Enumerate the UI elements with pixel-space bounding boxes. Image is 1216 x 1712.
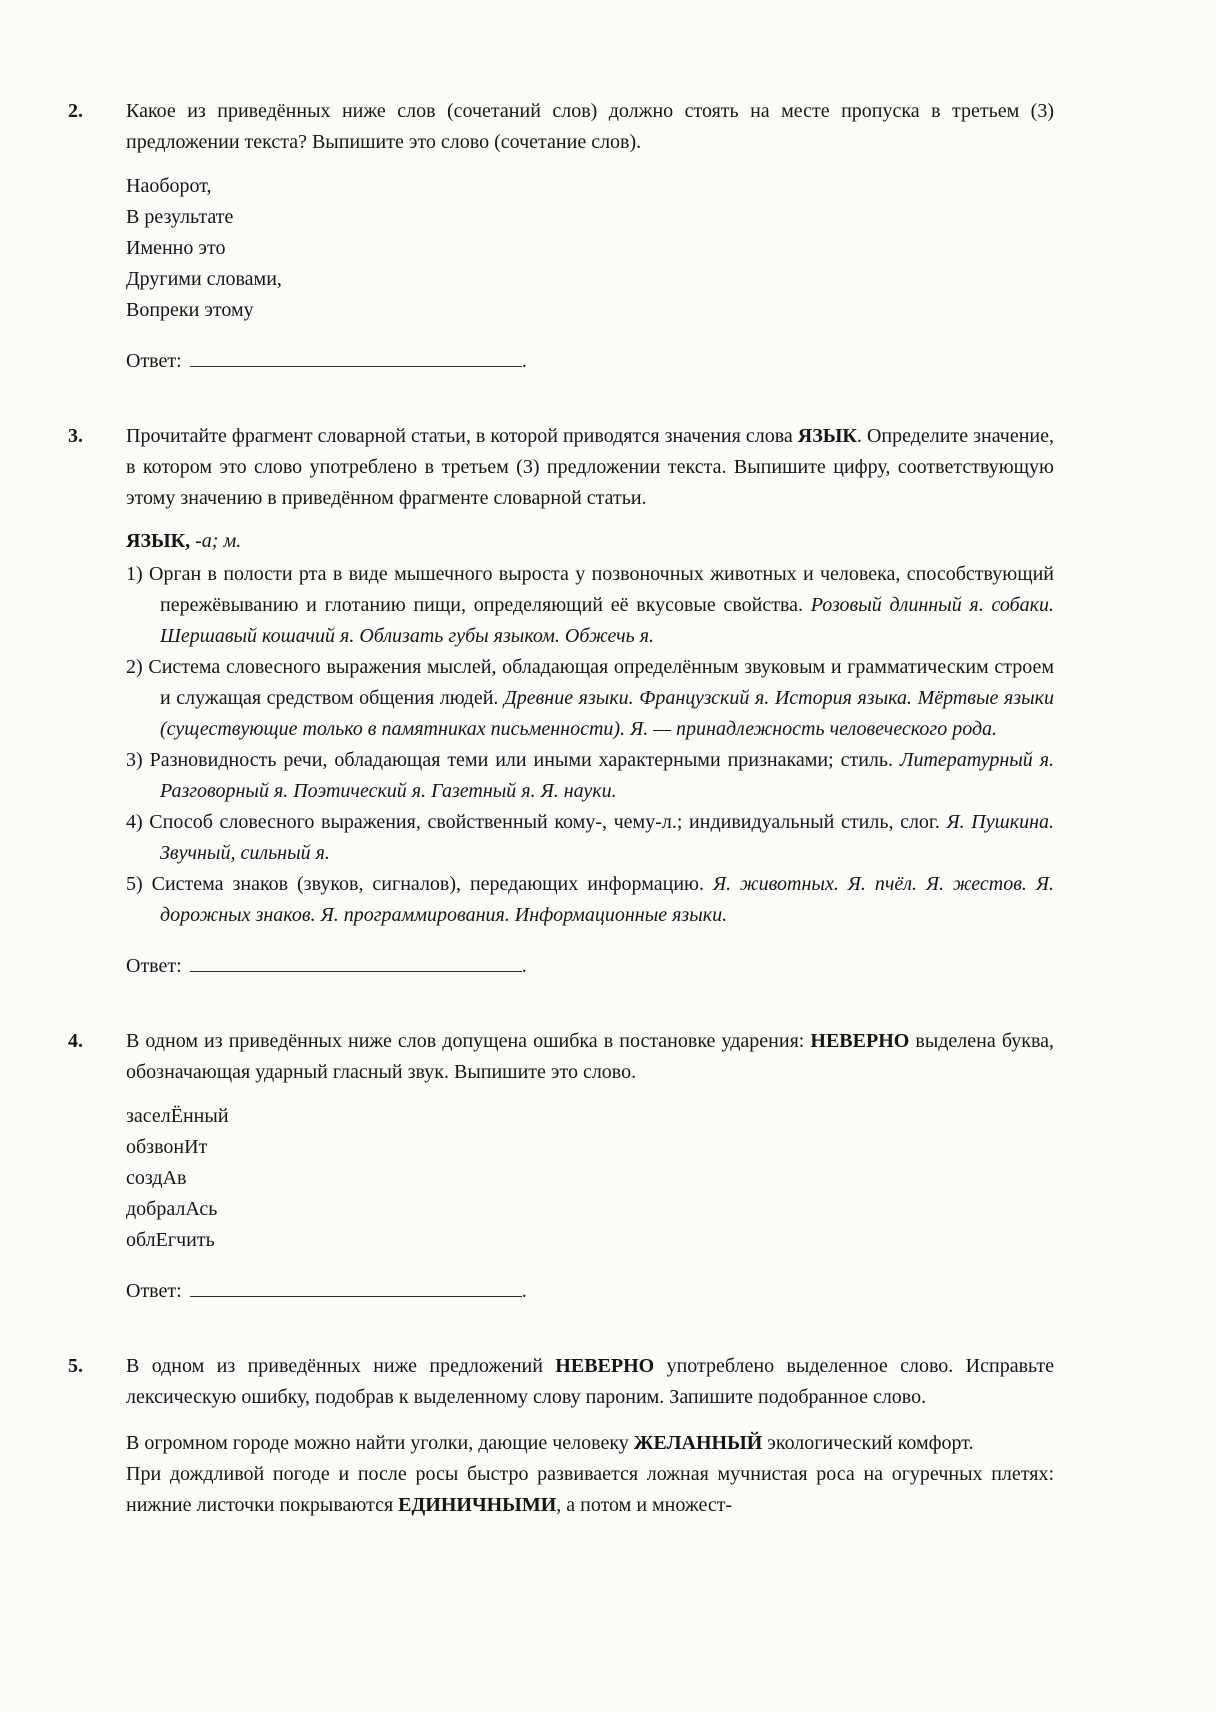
sense-number: 4) <box>126 811 143 833</box>
answer-blank <box>190 1278 522 1297</box>
sense-definition: Система словесного выражения мыслей, обладающая определённым звуковым и грамматическим строем и служащая средством общения людей. <box>142 656 1054 709</box>
sense-examples: Розовый длинный я. собаки. Шершавый кошачий я. Облизать губы языком. Обжечь я. <box>160 594 1054 647</box>
answer-period: . <box>521 1280 527 1302</box>
question-3-prompt <box>126 421 1054 514</box>
sentence-segment: В огромном городе можно найти уголки, дающие человеку <box>126 1432 634 1454</box>
question-5-number: 5. <box>68 1355 83 1377</box>
answer-label: Ответ: <box>126 955 182 977</box>
sense-number: 2) <box>126 656 143 678</box>
highlighted-word: НЕВЕРНО <box>810 1030 910 1052</box>
sentence-segment: При дождливой погоде и после росы быстро развивается ложная мучнистая роса на огуречных плетях: нижние листочки покрываются <box>126 1463 1054 1516</box>
prompt-segment: употреблено выделенное слово. Исправьте лексическую ошибку, подобрав к выделенному слову пароним. Запишите подобранное слово. <box>126 1355 1054 1408</box>
question-2-body <box>126 96 1054 377</box>
highlighted-word: ЯЗЫК <box>797 425 857 447</box>
question-2-number: 2. <box>68 100 83 122</box>
question-4-answer-line <box>126 1276 1054 1307</box>
sense-number: 3) <box>126 749 143 771</box>
dictionary-senses <box>126 559 1054 931</box>
sense-examples: Древние языки. Французский я. История языка. Мёртвые языки (существующие только в памятниках письменности). Я. — принадлежность человеческого рода. <box>160 687 1054 740</box>
dictionary-sense <box>126 745 1054 807</box>
question-5-prompt <box>126 1351 1054 1413</box>
prompt-segment: . Определите значение, в котором это слово употреблено в третьем (3) предложении текста. Выпишите цифру, соответствующую этому значению в приведённом фрагменте словарной статьи. <box>126 425 1054 509</box>
option-word: Вопреки этому <box>126 299 254 321</box>
sense-definition: Орган в полости рта в виде мышечного выроста у позвоночных животных и человека, способствующий пережёвыванию и глотанию пищи, определяющий её вкусовые свойства. <box>142 563 1054 616</box>
sense-number: 1) <box>126 563 143 585</box>
answer-period: . <box>521 955 527 977</box>
sense-examples: Я. Пушкина. Звучный, сильный я. <box>160 811 1055 864</box>
question-5 <box>68 1351 1054 1521</box>
question-4-body <box>126 1026 1054 1307</box>
sentence <box>126 1428 1054 1459</box>
question-2-prompt-text: Какое из приведённых ниже слов (сочетаний слов) должно стоять на месте пропуска в третьем (3) предложении текста? Выпишите это слово (сочетание слов). <box>126 100 1054 153</box>
prompt-segment: выделена буква, обозначающая ударный гласный звук. Выпишите это слово. <box>126 1030 1055 1083</box>
answer-blank <box>190 953 522 972</box>
dictionary-sense <box>126 869 1054 931</box>
sense-definition: Разновидность речи, обладающая теми или иными характерными признаками; стиль. <box>142 749 900 771</box>
dictionary-sense <box>126 559 1054 652</box>
question-3-body <box>126 421 1054 982</box>
sense-number: 5) <box>126 873 143 895</box>
sentence-segment: экологический комфорт. <box>762 1432 974 1454</box>
option-word: создАв <box>126 1167 187 1189</box>
prompt-segment: Прочитайте фрагмент словарной статьи, в которой приводятся значения слова <box>126 425 798 447</box>
sense-examples: Литературный я. Разговорный я. Поэтический я. Газетный я. Я. науки. <box>160 749 1055 802</box>
prompt-segment: В одном из приведённых ниже слов допущена ошибка в постановке ударения: <box>126 1030 811 1052</box>
sense-examples: Я. животных. Я. пчёл. Я. жестов. Я. дорожных знаков. Я. программирования. Информационные языки. <box>160 873 1054 926</box>
option-word: Другими словами, <box>126 268 282 290</box>
highlighted-word: НЕВЕРНО <box>555 1355 655 1377</box>
dictionary-headword: ЯЗЫК, <box>126 530 191 552</box>
question-4 <box>68 1026 1054 1307</box>
dictionary-grammar: -а; м. <box>190 530 242 552</box>
option-word: В результате <box>126 206 234 228</box>
question-3 <box>68 421 1054 982</box>
question-2-answer-line <box>126 346 1054 377</box>
highlighted-word: ЖЕЛАННЫЙ <box>633 1432 763 1454</box>
answer-blank <box>190 348 522 367</box>
highlighted-word: ЕДИНИЧНЫМИ <box>398 1494 557 1516</box>
question-4-number: 4. <box>68 1030 83 1052</box>
question-5-sentences <box>126 1428 1054 1521</box>
question-4-options <box>126 1101 1054 1256</box>
answer-label: Ответ: <box>126 1280 182 1302</box>
option-word: обзвонИт <box>126 1136 208 1158</box>
option-word: Именно это <box>126 237 226 259</box>
option-word: заселЁнный <box>126 1105 229 1127</box>
option-word: добралАсь <box>126 1198 218 1220</box>
question-2 <box>68 96 1054 377</box>
answer-label: Ответ: <box>126 350 182 372</box>
question-2-prompt <box>126 96 1054 158</box>
dictionary-headword-line <box>126 526 1054 557</box>
answer-period: . <box>521 350 527 372</box>
dictionary-sense <box>126 807 1054 869</box>
option-word: Наоборот, <box>126 175 212 197</box>
sentence-segment: , а потом и множест- <box>556 1494 733 1516</box>
sense-definition: Система знаков (звуков, сигналов), передающих информацию. <box>142 873 713 895</box>
sentence <box>126 1459 1054 1521</box>
sense-definition: Способ словесного выражения, свойственный кому-, чему-л.; индивидуальный стиль, слог. <box>142 811 947 833</box>
option-word: облЕгчить <box>126 1229 215 1251</box>
question-3-number: 3. <box>68 425 83 447</box>
question-4-prompt <box>126 1026 1054 1088</box>
question-2-options <box>126 171 1054 326</box>
scanned-test-page <box>68 96 1054 1521</box>
dictionary-sense <box>126 652 1054 745</box>
question-3-answer-line <box>126 951 1054 982</box>
question-5-body <box>126 1351 1054 1521</box>
prompt-segment: В одном из приведённых ниже предложений <box>126 1355 556 1377</box>
